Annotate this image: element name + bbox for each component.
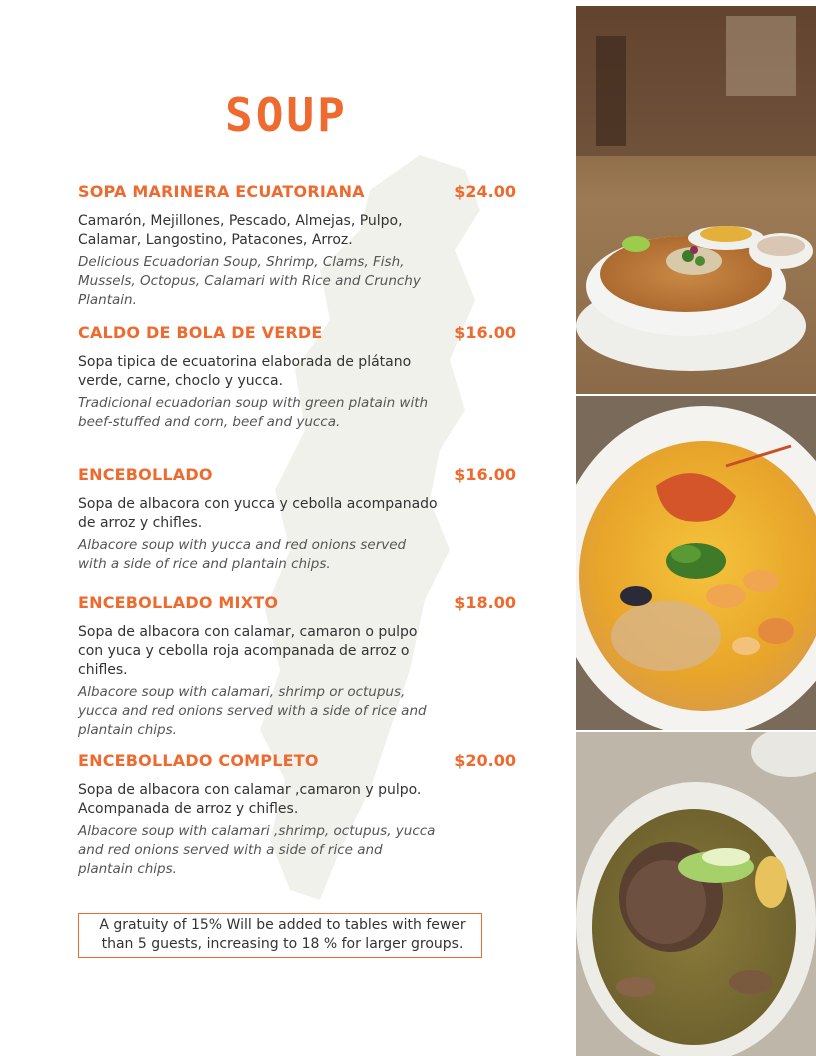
item-name: ENCEBOLLADO COMPLETO <box>78 751 319 770</box>
section-title: SOUP <box>225 88 348 142</box>
item-name: ENCEBOLLADO MIXTO <box>78 593 279 612</box>
menu-item-sopa-marinera <box>78 182 528 310</box>
item-price: $16.00 <box>454 323 516 342</box>
encebollado-shrimp-photo <box>576 396 816 730</box>
item-description-spanish: Sopa de albacora con calamar, camaron o pulpo con yuca y cebolla roja acompanada de arroz o chifles. <box>78 624 418 678</box>
item-description-spanish: Sopa de albacora con yucca y cebolla acompanado de arroz y chifles. <box>78 496 438 531</box>
item-price: $18.00 <box>454 593 516 612</box>
item-description-english: Albacore soup with calamari, shrimp or octupus, yucca and red onions served with a side of rice and plantain chips. <box>78 684 427 738</box>
item-description-english: Delicious Ecuadorian Soup, Shrimp, Clams, Fish, Mussels, Octopus, Calamari with Rice and Crunchy Plantain. <box>78 254 421 308</box>
item-name: ENCEBOLLADO <box>78 465 213 484</box>
item-description-english: Tradicional ecuadorian soup with green platain with beef-stuffed and corn, beef and yucca. <box>78 395 429 430</box>
item-name: SOPA MARINERA ECUATORIANA <box>78 182 365 201</box>
item-description-spanish: Camarón, Mejillones, Pescado, Almejas, Pulpo, Calamar, Langostino, Patacones, Arroz. <box>78 213 403 248</box>
item-price: $24.00 <box>454 182 516 201</box>
menu-item-encebollado-mixto <box>78 593 528 740</box>
item-description-english: Albacore soup with calamari ,shrimp, octupus, yucca and red onions served with a side of rice and plantain chips. <box>78 823 436 877</box>
item-description-spanish: Sopa de albacora con calamar ,camaron y pulpo. Acompanada de arroz y chifles. <box>78 782 422 817</box>
menu-item-caldo-de-bola <box>78 323 528 432</box>
item-name: CALDO DE BOLA DE VERDE <box>78 323 323 342</box>
menu-item-encebollado <box>78 465 528 574</box>
menu-item-encebollado-completo <box>78 751 528 879</box>
caldo-de-bola-photo <box>576 732 816 1056</box>
item-price: $16.00 <box>454 465 516 484</box>
gratuity-notice: A gratuity of 15% Will be added to tables with fewer than 5 guests, increasing to 18 % for larger groups. <box>78 913 482 958</box>
sopa-marinera-photo <box>576 6 816 394</box>
item-price: $20.00 <box>454 751 516 770</box>
item-description-spanish: Sopa tipica de ecuatorina elaborada de plátano verde, carne, choclo y yucca. <box>78 354 412 389</box>
item-description-english: Albacore soup with yucca and red onions served with a side of rice and plantain chips. <box>78 537 407 572</box>
